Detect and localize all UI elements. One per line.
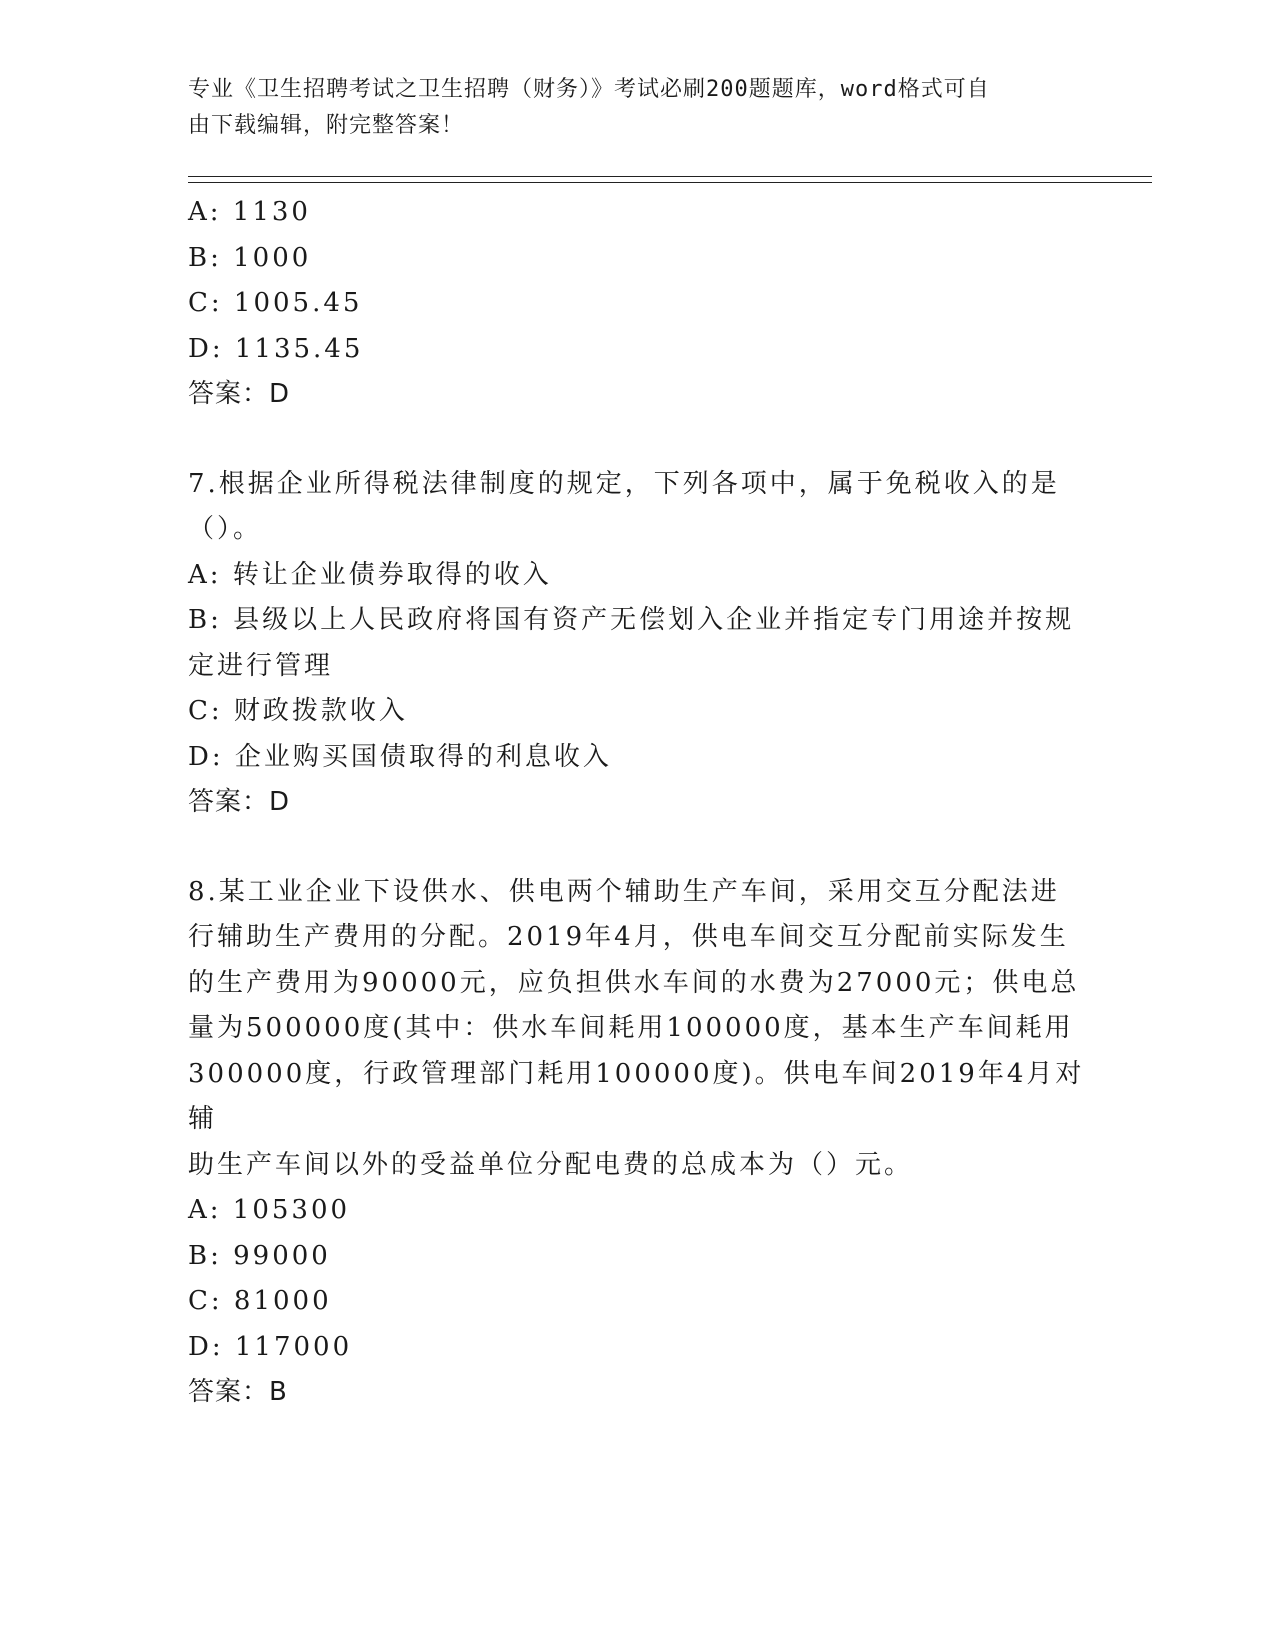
header-divider-top bbox=[188, 176, 1152, 177]
option-d: D: 117000 bbox=[188, 1331, 353, 1362]
document-header bbox=[188, 72, 1088, 144]
option-b-line-1: B: 县级以上人民政府将国有资产无偿划入企业并指定专门用途并按规 bbox=[188, 605, 1075, 635]
question-stem-line: 行辅助生产费用的分配。2019年4月，供电车间交互分配前实际发生 bbox=[188, 922, 1069, 952]
question-7 bbox=[188, 462, 1088, 826]
answer-line: 答案：B bbox=[188, 1377, 288, 1407]
option-c: C: 财政拨款收入 bbox=[188, 696, 408, 726]
option-a: A: 105300 bbox=[188, 1195, 351, 1225]
option-d: D: 1135.45 bbox=[188, 333, 364, 364]
header-line-2: 由下载编辑，附完整答案！ bbox=[188, 113, 465, 138]
header-divider-bottom bbox=[188, 182, 1152, 183]
question-stem-line: 8.某工业企业下设供水、供电两个辅助生产车间，采用交互分配法进 bbox=[188, 876, 1060, 907]
question-6 bbox=[188, 190, 1088, 418]
question-8 bbox=[188, 870, 1088, 1416]
header-line-1: 专业《卫生招聘考试之卫生招聘（财务）》考试必刷200题题库，word格式可自 bbox=[188, 77, 990, 102]
question-stem-line: 量为500000度(其中：供水车间耗用100000度，基本生产车间耗用 bbox=[188, 1013, 1074, 1043]
option-a: A: 转让企业债券取得的收入 bbox=[188, 559, 552, 590]
option-d: D: 企业购买国债取得的利息收入 bbox=[188, 741, 612, 772]
option-b: B: 1000 bbox=[188, 242, 312, 273]
question-stem-line: （）。 bbox=[188, 514, 263, 544]
question-stem-line: 的生产费用为90000元，应负担供水车间的水费为27000元；供电总 bbox=[188, 967, 1080, 998]
question-stem-line: 300000度，行政管理部门耗用100000度)。供电车间2019年4月对辅 bbox=[188, 1058, 1085, 1134]
option-b-line-2: 定进行管理 bbox=[188, 650, 334, 681]
option-b: B: 99000 bbox=[188, 1240, 331, 1271]
question-list bbox=[188, 190, 1088, 1416]
answer-line: 答案：D bbox=[188, 379, 291, 409]
option-c: C: 1005.45 bbox=[188, 288, 363, 318]
spacer bbox=[188, 826, 1088, 870]
spacer bbox=[188, 418, 1088, 462]
question-stem-line: 助生产车间以外的受益单位分配电费的总成本为（）元。 bbox=[188, 1149, 914, 1180]
option-c: C: 81000 bbox=[188, 1286, 332, 1316]
option-a: A: 1130 bbox=[188, 197, 311, 227]
question-stem-line: 7.根据企业所得税法律制度的规定，下列各项中，属于免税收入的是 bbox=[188, 468, 1060, 499]
answer-line: 答案：D bbox=[188, 787, 291, 817]
